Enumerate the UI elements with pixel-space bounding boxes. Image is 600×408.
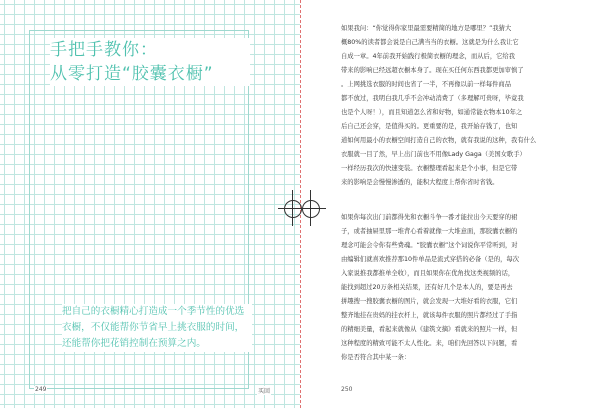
text-line: 都不放过，我明白我几乎不会冲动消费了（多理解可贵呀，毕竟我 [341, 95, 524, 102]
text-line: 这种程度的精致可能不太人性化。来，咱们先回答以下问题，看 [341, 340, 518, 347]
text-line: 整齐地挂在贵妈的挂衣杆上，就该每件衣服的照片都经过了手指 [341, 312, 518, 319]
text-line: 带来的影响已经远超衣橱本身了。现在买任何东西我都更加审慎了 [341, 67, 524, 74]
registration-crosshair-v-left [292, 190, 293, 226]
chapter-excerpt [62, 304, 252, 352]
excerpt-line: 还能帮你把花销控制在预算之内。 [62, 338, 206, 349]
text-line: 子，或者抽屉里那一堆背心看着就像一大堆意面，那胶囊衣橱的 [341, 228, 518, 235]
excerpt-line: 把自己的衣橱精心打造成一个季节性的优选 [62, 306, 245, 317]
registration-mark-left [284, 200, 302, 218]
registration-mark-right [302, 200, 320, 218]
text-line: 拼趣搜一搜胶囊衣橱的图片，就会发现一大堆好看的衣服，它们 [341, 298, 518, 305]
text-line: 衣服就一目了然，早上出门前也不用像Lady Gaga（美国女歌手） [341, 151, 526, 158]
registration-crosshair-v-right [310, 190, 311, 226]
text-line: 能找到超过20万条相关结果，还有好几个是本人的，要是再去 [341, 284, 513, 291]
text-line: 入家说推我都推单全收），而且如果你在优角找这类视频的话， [341, 270, 515, 277]
chapter-title [50, 38, 250, 86]
right-page-number: 250 [341, 386, 353, 393]
text-line: 来的影响是会慢慢渗透的，能积大程度上帮你省时省钱。 [341, 179, 499, 186]
chapter-title-line: 从零打造“胶囊衣橱” [50, 64, 214, 84]
text-line: 一样经历我次的快速变装。衣橱整理看起来是个小事，但是它带 [341, 165, 518, 172]
chapter-title-line: 手把手教你： [50, 40, 158, 60]
left-page-number: 249 [35, 386, 47, 393]
text-line: 你是否符合其中某一条： [341, 354, 411, 361]
text-line: 道如何用最小的衣橱空间打造自己的衣物，就有我说的这种，我有什么 [341, 137, 537, 144]
registration-crosshair-h [278, 208, 326, 209]
text-line: 自成一章。4年前我开始践行极简衣橱的理念，而从后，它给我 [341, 53, 516, 60]
section-label: 买回 [258, 388, 271, 395]
text-line: 也是个人呀！），而且知道怎么省和好物，如通常能衣物本10年之 [341, 109, 523, 116]
body-paragraph-2 [341, 211, 561, 365]
text-line: 。上网挑选衣服的时间也省了一半，不再像以前一样每件商品 [341, 81, 512, 88]
text-line: 如果我问：“你觉得你家里最需要精简的地方是哪里？”我猜大 [341, 25, 512, 32]
excerpt-line: 衣橱，不仅能帮你节省早上挑衣服的时间， [62, 322, 245, 333]
body-paragraph-1 [341, 22, 561, 190]
text-line: 如果你每次出门前都得先和衣橱斗争一番才能拉出今天要穿的裙 [341, 214, 518, 221]
text-line: 由编辑们就喜欢推荐那10件单品是流式穿搭的必备（是的，每次 [341, 256, 520, 263]
text-line: 的精细美量，看起来就像从《建筑文摘》看就来的照片一样，但 [341, 326, 518, 333]
text-line: 后自己还会穿，是值得买的。更重要的是，我开始存钱了，也知 [341, 123, 518, 130]
text-line: 理念可能会令你有些费魂。“胶囊衣橱”这个词说你平常听到，对 [341, 242, 518, 249]
text-line: 概80%的读者都会说是自己满当当的衣橱。这就是为什么我让它 [341, 39, 519, 46]
